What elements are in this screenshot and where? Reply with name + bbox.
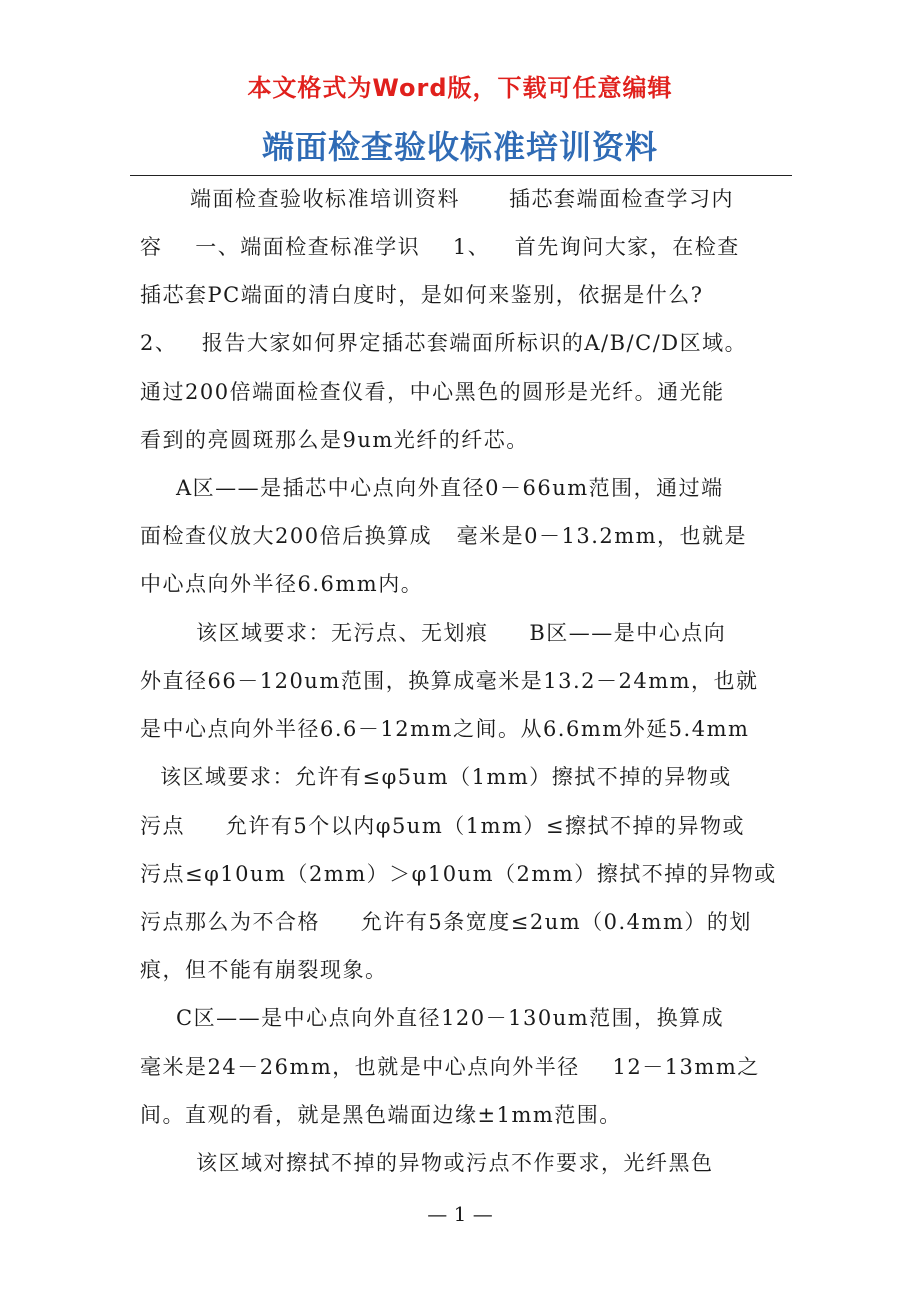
- body-line: 是中心点向外半径6.6－12mm之间。从6.6mm外延5.4mm: [140, 717, 750, 741]
- body-line: 污点≤φ10um（2mm）＞φ10um（2mm）擦拭不掉的异物或: [140, 862, 777, 886]
- body-line: 2、 报告大家如何界定插芯套端面所标识的A/B/C/D区域。: [140, 331, 748, 355]
- body-line: 插芯套PC端面的清白度时，是如何来鉴别，依据是什么?: [140, 283, 704, 307]
- body-line: 通过200倍端面检查仪看，中心黑色的圆形是光纤。通光能: [140, 380, 725, 404]
- body-line: 污点那么为不合格 允许有5条宽度≤2um（0.4mm）的划: [140, 910, 752, 934]
- body-line: 毫米是24－26mm，也就是中心点向外半径 12－13mm之: [140, 1055, 760, 1079]
- title-divider: [130, 175, 792, 176]
- body-line: 间。直观的看，就是黑色端面边缘±1mm范围。: [140, 1103, 622, 1127]
- body-line: A区——是插芯中心点向外直径0－66um范围，通过端: [176, 476, 724, 500]
- body-line: 面检查仪放大200倍后换算成 毫米是0－13.2mm，也就是: [140, 524, 748, 548]
- document-title: 端面检查验收标准培训资料: [261, 128, 658, 166]
- body-line: C区——是中心点向外直径120－130um范围，换算成: [176, 1006, 725, 1030]
- body-line: 外直径66－120um范围，换算成毫米是13.2－24mm，也就: [140, 669, 759, 693]
- body-line: 污点 允许有5个以内φ5um（1mm）≤擦拭不掉的异物或: [140, 814, 746, 838]
- download-banner: 本文格式为Word版，下载可任意编辑: [247, 74, 673, 102]
- body-line: 该区域要求：允许有≤φ5um（1mm）擦拭不掉的异物或: [160, 765, 732, 789]
- body-line: 端面检查验收标准培训资料 插芯套端面检查学习内: [190, 187, 735, 211]
- page-number: — 1 —: [427, 1202, 493, 1226]
- body-line: 中心点向外半径6.6mm内。: [140, 572, 424, 596]
- body-line: 该区域要求：无污点、无划痕 B区——是中心点向: [196, 621, 727, 645]
- body-line: 看到的亮圆斑那么是9um光纤的纤芯。: [140, 428, 529, 452]
- body-line: 痕，但不能有崩裂现象。: [140, 958, 388, 982]
- body-line: 该区域对擦拭不掉的异物或污点不作要求，光纤黑色: [196, 1151, 714, 1175]
- body-line: 容 一、端面检查标准学识 1、 首先询问大家，在检查: [140, 235, 740, 259]
